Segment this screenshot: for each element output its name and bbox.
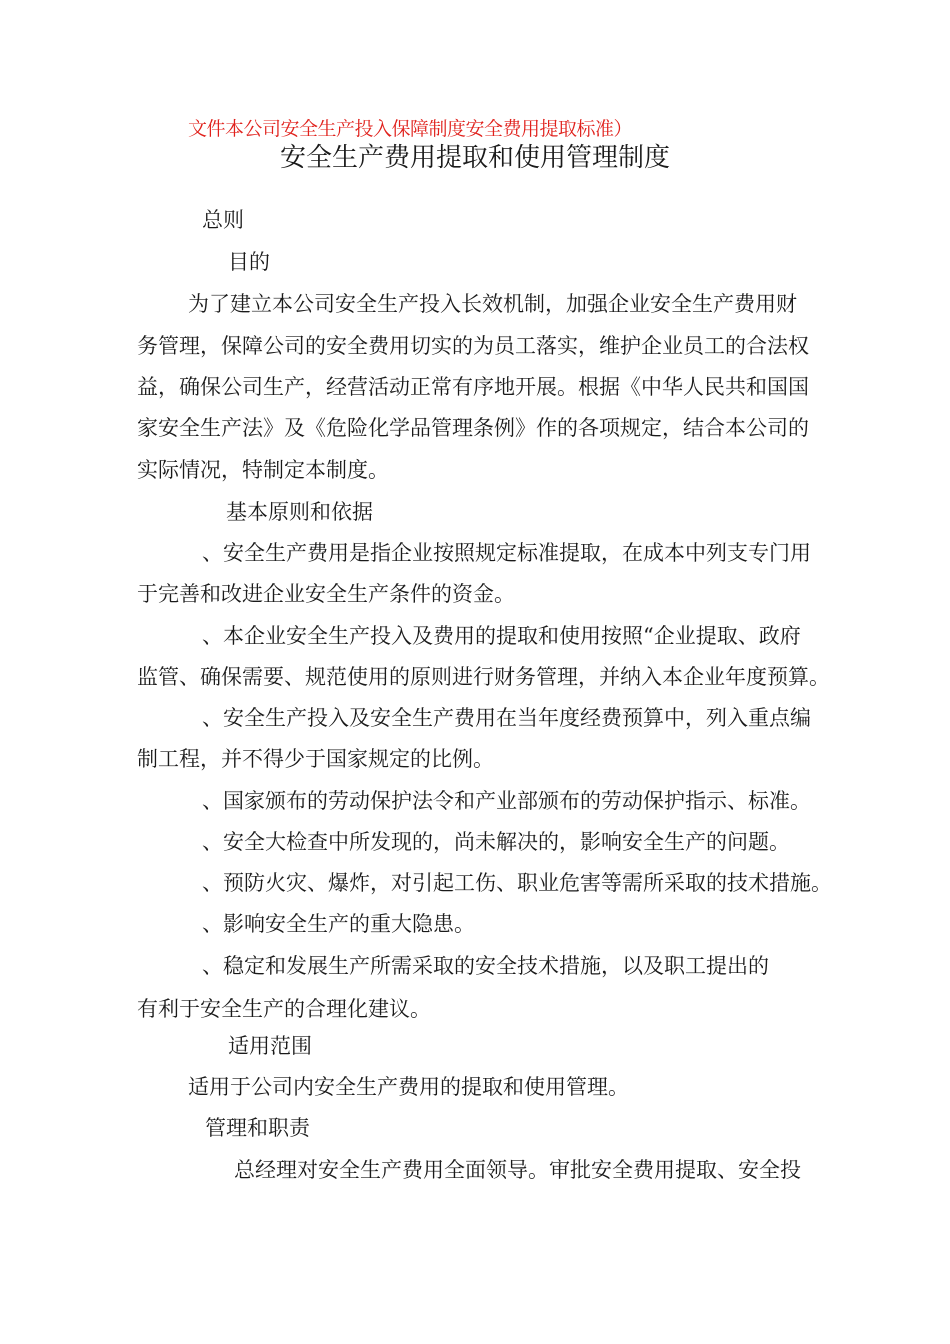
paragraph-line: 制工程，并不得少于国家规定的比例。 xyxy=(137,747,494,771)
source-line: 文件本公司安全生产投入保障制度安全费用提取标准） xyxy=(188,118,633,140)
list-item: 、预防火灾、爆炸，对引起工伤、职业危害等需所采取的技术措施。 xyxy=(202,871,832,895)
paragraph-line: 务管理，保障公司的安全费用切实的为员工落实，维护企业员工的合法权 xyxy=(137,334,809,358)
list-item: 、国家颁布的劳动保护法令和产业部颁布的劳动保护指示、标准。 xyxy=(202,789,811,813)
paragraph-line: 益，确保公司生产，经营活动正常有序地开展。根据《中华人民共和国国 xyxy=(137,375,809,399)
subsection-heading-purpose: 目的 xyxy=(228,250,270,274)
paragraph-line: 为了建立本公司安全生产投入长效机制，加强企业安全生产费用财 xyxy=(188,292,797,316)
paragraph-line: 于完善和改进企业安全生产条件的资金。 xyxy=(137,582,515,606)
list-item: 、安全大检查中所发现的，尚未解决的，影响安全生产的问题。 xyxy=(202,830,790,854)
subsection-heading-scope: 适用范围 xyxy=(228,1034,312,1058)
paragraph-line: 实际情况，特制定本制度。 xyxy=(137,458,389,482)
paragraph-line: 总经理对安全生产费用全面领导。审批安全费用提取、安全投 xyxy=(234,1158,801,1182)
paragraph-line: 有利于安全生产的合理化建议。 xyxy=(137,997,431,1021)
list-item: 、本企业安全生产投入及费用的提取和使用按照“企业提取、政府 xyxy=(202,624,801,648)
section-heading-general: 总则 xyxy=(202,208,244,232)
list-item: 、稳定和发展生产所需采取的安全技术措施，以及职工提出的 xyxy=(202,954,769,978)
subsection-heading-principles: 基本原则和依据 xyxy=(226,500,373,524)
list-item: 、影响安全生产的重大隐患。 xyxy=(202,912,475,936)
paragraph-line: 适用于公司内安全生产费用的提取和使用管理。 xyxy=(188,1075,629,1099)
paragraph-line: 家安全生产法》及《危险化学品管理条例》作的各项规定，结合本公司的 xyxy=(137,416,809,440)
list-item: 、安全生产投入及安全生产费用在当年度经费预算中，列入重点编 xyxy=(202,706,811,730)
paragraph-line: 监管、确保需要、规范使用的原则进行财务管理，并纳入本企业年度预算。 xyxy=(137,665,830,689)
subsection-heading-responsibilities: 管理和职责 xyxy=(205,1116,310,1140)
list-item: 、安全生产费用是指企业按照规定标准提取，在成本中列支专门用 xyxy=(202,541,811,565)
document-title: 安全生产费用提取和使用管理制度 xyxy=(280,143,671,173)
